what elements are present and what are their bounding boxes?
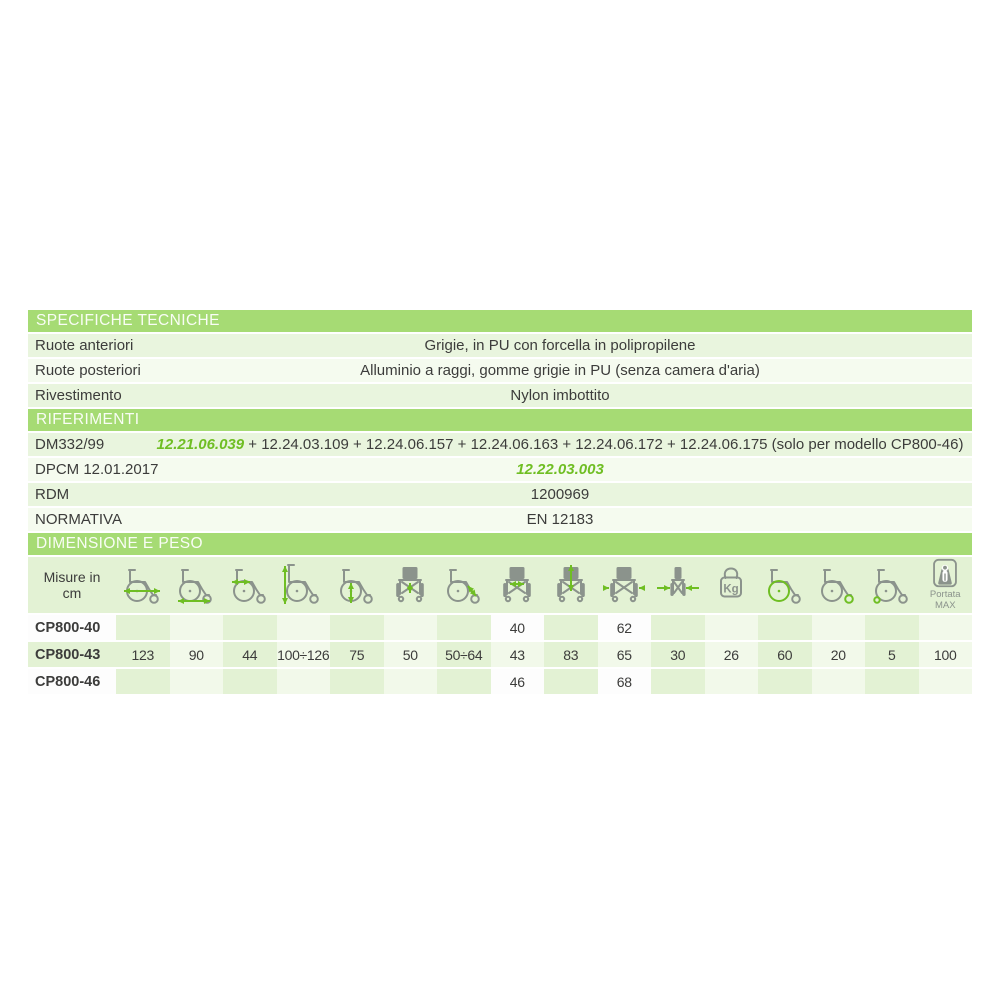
dim-value-cell: 20	[812, 642, 866, 667]
dim-empty-cell	[116, 669, 170, 694]
dim-value-cell: 123	[116, 642, 170, 667]
code-rest: + 12.24.03.109 + 12.24.06.157 + 12.24.06.163 + 12.24.06.172 + 12.24.06.175 (solo per modello CP800-46)	[244, 436, 964, 453]
dim-value-cell: 44	[223, 642, 277, 667]
model-label: CP800-43	[28, 642, 116, 667]
spec-row	[28, 508, 972, 531]
dim-value-cell: 5	[865, 642, 919, 667]
dim-value-cell: 83	[544, 642, 598, 667]
dim-value-cell: 75	[330, 642, 384, 667]
dim-empty-cell	[865, 615, 919, 640]
spec-row	[28, 483, 972, 506]
dim-empty-cell	[170, 615, 224, 640]
max-load-caption-line2: MAX	[934, 600, 956, 611]
dim-empty-cell	[330, 615, 384, 640]
seat-depth-icon	[223, 557, 277, 613]
backrest-height-icon	[544, 557, 598, 613]
spec-row-value	[148, 436, 972, 453]
dim-empty-cell	[812, 669, 866, 694]
table-row	[28, 669, 972, 694]
dim-value-cell: 30	[651, 642, 705, 667]
table-row	[28, 615, 972, 640]
spec-row-label: NORMATIVA	[35, 511, 122, 528]
dim-value-cell: 65	[598, 642, 652, 667]
dim-empty-cell	[223, 669, 277, 694]
spec-row	[28, 433, 972, 456]
dim-value-cell: 100÷126	[277, 642, 331, 667]
dim-empty-cell	[544, 615, 598, 640]
spec-row-value: Nylon imbottito	[510, 387, 610, 404]
dim-empty-cell	[758, 615, 812, 640]
dim-value-cell: 50÷64	[437, 642, 491, 667]
spec-row-value: Grigie, in PU con forcella in polipropilene	[424, 337, 696, 354]
wheelchair-base-length-icon	[170, 557, 224, 613]
folded-width-icon	[651, 557, 705, 613]
highlighted-code: 12.22.03.003	[516, 461, 604, 478]
spec-row-label: DPCM 12.01.2017	[35, 461, 159, 478]
front-wheel-diameter-icon	[812, 557, 866, 613]
spec-row-label: Ruote posteriori	[35, 362, 141, 379]
dim-empty-cell	[651, 669, 705, 694]
section-title-riferimenti: RIFERIMENTI	[36, 411, 140, 428]
dim-empty-cell	[277, 615, 331, 640]
spec-row	[28, 384, 972, 407]
spec-row-label: Rivestimento	[35, 387, 122, 404]
dimension-icon-row	[28, 557, 972, 613]
dim-value-cell: 90	[170, 642, 224, 667]
spec-row	[28, 359, 972, 382]
rear-wheel-diameter-icon	[758, 557, 812, 613]
dim-empty-cell	[919, 615, 973, 640]
dim-value-cell: 100	[919, 642, 973, 667]
section-title-specifiche: SPECIFICHE TECNICHE	[36, 312, 220, 329]
dimensions-table	[28, 557, 972, 694]
weight-kg-icon	[705, 557, 759, 613]
dim-empty-cell	[277, 669, 331, 694]
section-title-dimensioni: DIMENSIONE E PESO	[36, 535, 203, 552]
front-height-icon	[384, 557, 438, 613]
dim-empty-cell	[384, 615, 438, 640]
dim-empty-cell	[919, 669, 973, 694]
max-load-icon	[919, 557, 973, 613]
dim-empty-cell	[330, 669, 384, 694]
overall-height-icon	[277, 557, 331, 613]
spec-row-value: EN 12183	[526, 511, 594, 528]
footrest-length-icon	[437, 557, 491, 613]
max-load-caption-line1: Portata	[929, 589, 961, 601]
anti-tip-wheel-icon	[865, 557, 919, 613]
section-header-dimensioni	[28, 533, 972, 555]
dim-value-cell: 62	[598, 615, 652, 640]
dim-empty-cell	[705, 669, 759, 694]
riferimenti-rows	[28, 433, 972, 531]
spec-row-label: DM332/99	[35, 436, 105, 453]
dim-value-cell: 40	[491, 615, 545, 640]
spec-row	[28, 458, 972, 481]
dim-empty-cell	[116, 615, 170, 640]
dim-empty-cell	[705, 615, 759, 640]
max-load-caption	[930, 590, 961, 612]
spec-row-value	[148, 461, 972, 478]
seat-width-icon	[491, 557, 545, 613]
dim-empty-cell	[651, 615, 705, 640]
spec-row-value: Alluminio a raggi, gomme grigie in PU (senza camera d'aria)	[360, 362, 760, 379]
seat-height-icon	[330, 557, 384, 613]
dim-empty-cell	[865, 669, 919, 694]
highlighted-code: 12.21.06.039	[156, 436, 245, 453]
dim-empty-cell	[384, 669, 438, 694]
dim-value-cell: 60	[758, 642, 812, 667]
dim-empty-cell	[223, 615, 277, 640]
dim-value-cell: 46	[491, 669, 545, 694]
dim-empty-cell	[170, 669, 224, 694]
svg-text:Kg: Kg	[723, 583, 739, 596]
section-header-specifiche	[28, 310, 972, 332]
dim-empty-cell	[437, 669, 491, 694]
dim-value-cell: 68	[598, 669, 652, 694]
dim-value-cell: 50	[384, 642, 438, 667]
spec-row-label: RDM	[35, 486, 70, 503]
dim-empty-cell	[758, 669, 812, 694]
dim-empty-cell	[812, 615, 866, 640]
dim-empty-cell	[544, 669, 598, 694]
spec-row-label: Ruote anteriori	[35, 337, 134, 354]
spec-row	[28, 334, 972, 357]
spec-row-value: 1200969	[530, 486, 590, 503]
model-label: CP800-40	[28, 615, 116, 640]
wheelchair-length-icon	[116, 557, 170, 613]
dim-value-cell: 43	[491, 642, 545, 667]
table-row	[28, 642, 972, 667]
specifiche-rows	[28, 334, 972, 407]
model-label: CP800-46	[28, 669, 116, 694]
unit-header: Misure in cm	[43, 568, 101, 601]
dim-empty-cell	[437, 615, 491, 640]
section-header-riferimenti	[28, 409, 972, 431]
overall-width-icon	[598, 557, 652, 613]
spec-sheet	[28, 310, 972, 696]
dim-value-cell: 26	[705, 642, 759, 667]
